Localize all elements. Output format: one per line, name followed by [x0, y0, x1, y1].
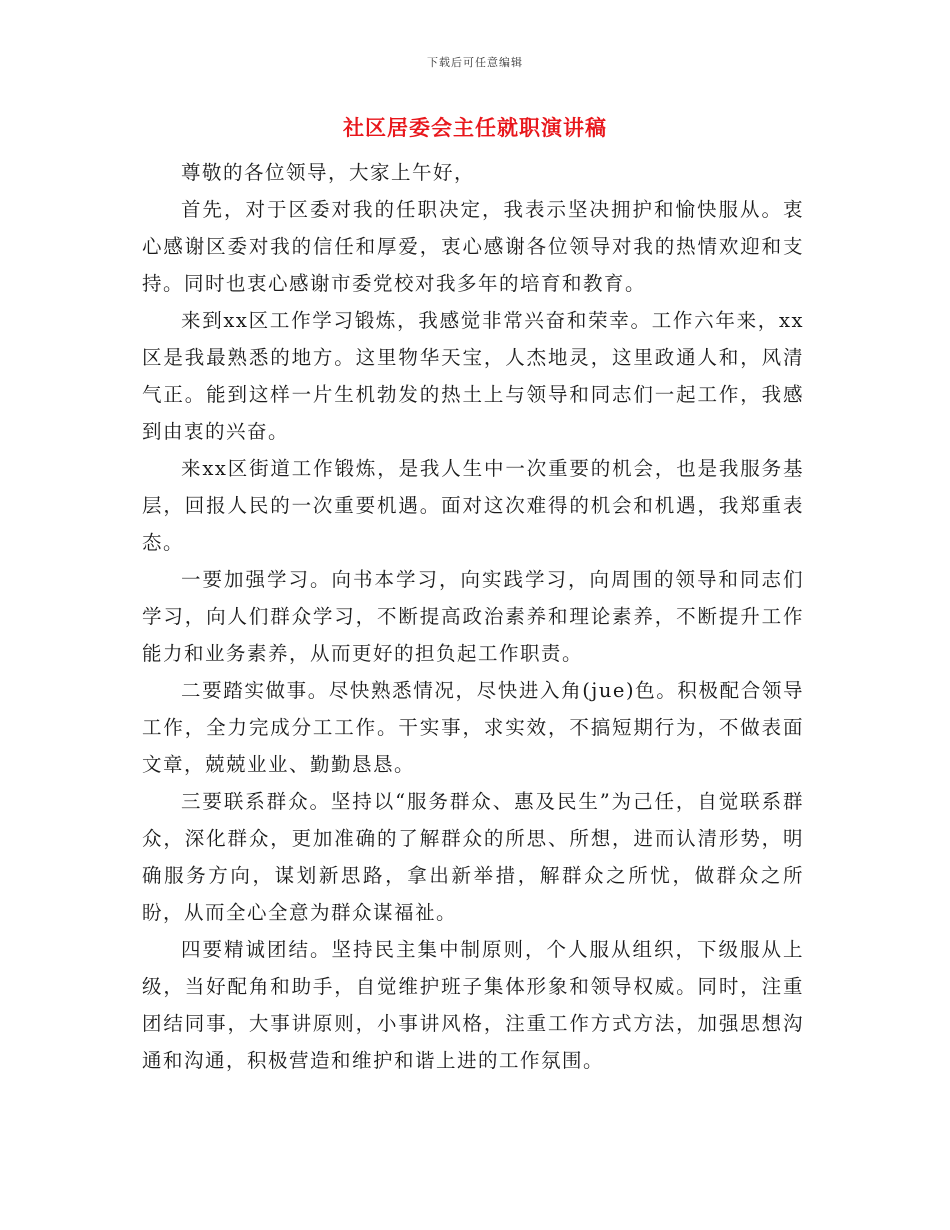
header-note: 下载后可任意编辑 [427, 56, 523, 69]
paragraph-pledge-work: 二要踏实做事。尽快熟悉情况，尽快进入角(jue)色。积极配合领导工作，全力完成分工工作。干实事，求实效，不搞短期行为，不做表面文章，兢兢业业、勤勤恳恳。 [142, 679, 804, 776]
paragraph-arrival: 来到xx区工作学习锻炼，我感觉非常兴奋和荣幸。工作六年来，xx区是我最熟悉的地方。这里物华天宝，人杰地灵，这里政通人和，风清气正。能到这样一片生机勃发的热土上与领导和同志们一起工作，我感到由衷的兴奋。 [142, 309, 804, 443]
document-title: 社区居委会主任就职演讲稿 [343, 115, 607, 140]
paragraph-gratitude: 首先，对于区委对我的任职决定，我表示坚决拥护和愉快服从。衷心感谢区委对我的信任和厚爱，衷心感谢各位领导对我的热情欢迎和支持。同时也衷心感谢市委党校对我多年的培育和教育。 [142, 198, 804, 295]
paragraph-pledge-masses: 三要联系群众。坚持以“服务群众、惠及民生”为己任，自觉联系群众，深化群众，更加准确的了解群众的所思、所想，进而认清形势，明确服务方向，谋划新思路，拿出新举措，解群众之所忧，做群众之所盼，从而全心全意为群众谋福祉。 [142, 790, 804, 924]
document-body [142, 154, 804, 1079]
paragraph-opportunity: 来xx区街道工作锻炼，是我人生中一次重要的机会，也是我服务基层，回报人民的一次重要机遇。面对这次难得的机会和机遇，我郑重表态。 [142, 457, 804, 554]
paragraph-pledge-study: 一要加强学习。向书本学习，向实践学习，向周围的领导和同志们学习，向人们群众学习，不断提高政治素养和理论素养，不断提升工作能力和业务素养，从而更好的担负起工作职责。 [142, 568, 804, 665]
paragraph-pledge-unity: 四要精诚团结。坚持民主集中制原则，个人服从组织，下级服从上级，当好配角和助手，自觉维护班子集体形象和领导权威。同时，注重团结同事，大事讲原则，小事讲风格，注重工作方式方法，加强思想沟通和沟通，积极营造和维护和谐上进的工作氛围。 [142, 938, 804, 1072]
paragraph-greeting: 尊敬的各位领导，大家上午好， [181, 161, 476, 184]
